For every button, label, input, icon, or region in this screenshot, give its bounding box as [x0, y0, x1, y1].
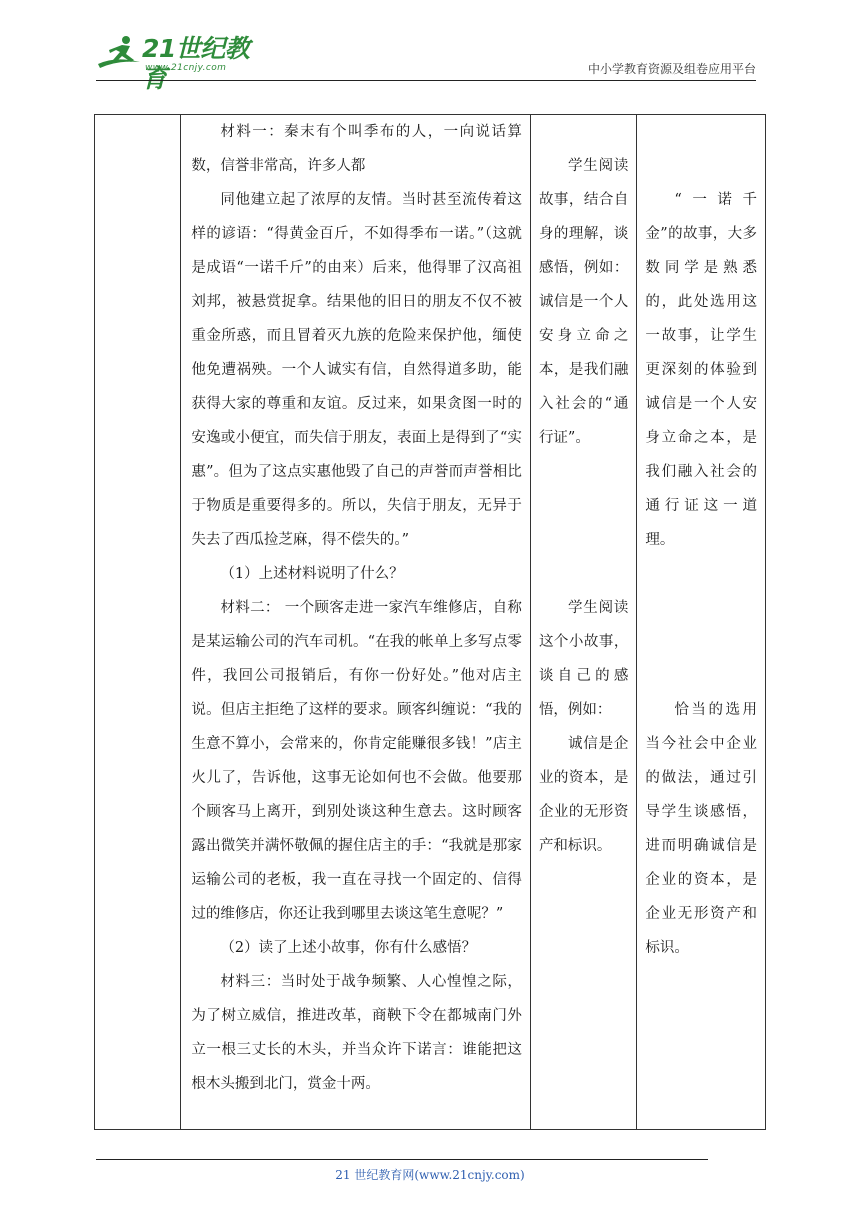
lesson-table: [94, 114, 766, 1130]
material-one-intro: 材料一：秦末有个叫季布的人，一向说话算数，信誉非常高，许多人都: [191, 124, 522, 174]
student-activity-cell: [530, 115, 636, 1130]
student-activity-one: 学生阅读故事，结合自身的理解，谈感悟，例如：诚信是一个人安身立命之本，是我们融入社会的“通行证”。: [538, 158, 629, 446]
material-three: 材料三：当时处于战争频繁、人心惶惶之际，为了树立威信，推进改革，商鞅下令在都城南门外立一根三丈长的木头，并当众许下诺言：谁能把这根木头搬到北门，赏金十两。: [191, 974, 522, 1092]
material-cell: [181, 115, 531, 1130]
page-footer: 21 世纪教育网(www.21cnjy.com): [335, 1168, 525, 1182]
footer-divider: [96, 1159, 708, 1160]
question-two: （2）读了上述小故事，你有什么感悟？: [220, 940, 477, 956]
header-divider: [96, 80, 756, 81]
platform-name: 中小学教育资源及组卷应用平台: [587, 62, 756, 76]
student-activity-two: 学生阅读这个小故事，谈自己的感悟，例如：: [538, 600, 629, 718]
material-two: 材料二： 一个顾客走进一家汽车维修店，自称是某运输公司的汽车司机。“在我的帐单上多写点零件，我回公司报销后，有你一份好处。”他对店主说。但店主拒绝了这样的要求。顾客纠缠说：“我的生意不算小，会常来的，你肯定能赚很多钱！”店主火儿了，告诉他，这事无论如何也不会做。他要那个顾客马上离开，到别处谈这种生意去。这时顾客露出微笑并满怀敬佩的握住店主的手：“我就是那家运输公司的老板，我一直在寻找一个固定的、信得过的维修店，你还让我到哪里去谈这笔生意呢？”: [191, 600, 522, 922]
table-row: [95, 115, 766, 1130]
question-one: （1）上述材料说明了什么？: [220, 566, 404, 582]
design-intent-cell: [637, 115, 766, 1130]
design-intent-two: 恰当的选用当今社会中企业的做法，通过引导学生谈感悟，进而明确诚信是企业的资本，是企业无形资产和标识。: [645, 702, 757, 956]
logo-url: www.21cnjy.com: [145, 63, 227, 73]
runner-logo-icon: [96, 34, 144, 74]
logo-wordmark: 21世纪教育: [142, 34, 250, 93]
design-intent-one: “一诺千金”的故事，大多数同学是熟悉的，此处选用这一故事，让学生更深刻的体验到诚信是一个人安身立命之本，是我们融入社会的通行证这一道理。: [645, 192, 757, 548]
student-activity-two-example: 诚信是企业的资本，是企业的无形资产和标识。: [538, 736, 629, 854]
page-header: [0, 0, 860, 93]
site-logo: [96, 34, 266, 93]
stage-cell: [95, 115, 181, 1130]
material-one-body: 同他建立起了浓厚的友情。当时甚至流传着这样的谚语：“得黄金百斤，不如得季布一诺。”（这就是成语“一诺千斤”的由来）后来，他得罪了汉高祖刘邦，被悬赏捉拿。结果他的旧日的朋友不仅不被重金所惑，而且冒着灭九族的危险来保护他，缅使他免遭祸殃。一个人诚实有信，自然得道多助，能获得大家的尊重和友谊。反过来，如果贪图一时的安逸或小便宜，而失信于朋友，表面上是得到了“实惠”。但为了这点实惠他毁了自己的声誉而声誉相比于物质是重要得多的。所以，失信于朋友，无异于失去了西瓜捡芝麻，得不偿失的。”: [191, 192, 522, 548]
